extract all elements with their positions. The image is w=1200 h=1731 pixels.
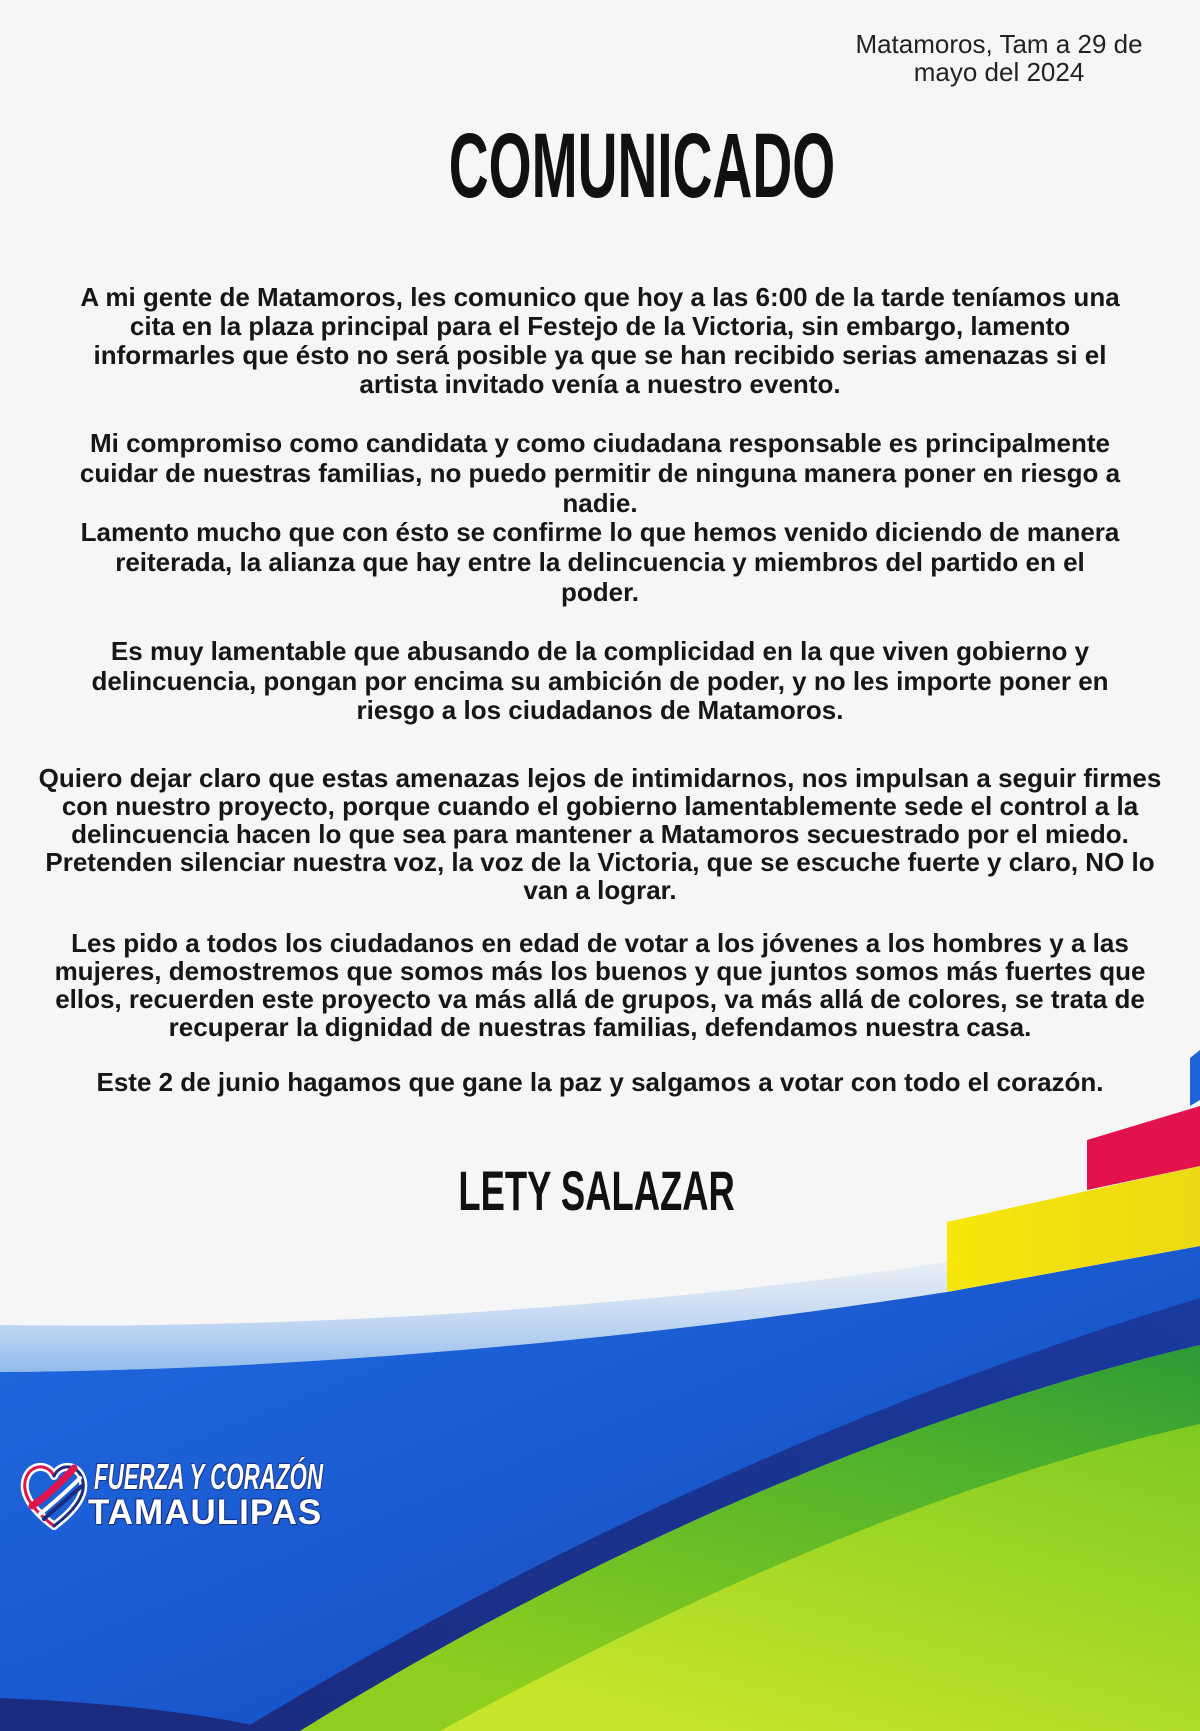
text-line: riesgo a los ciudadanos de Matamoros. bbox=[356, 695, 844, 725]
text-line: poder. bbox=[560, 576, 639, 607]
text-line: recuperar la dignidad de nuestras familias, defendamos nuestra casa. bbox=[168, 1012, 1032, 1042]
text-line: Les pido a todos los ciudadanos en edad de votar a los jóvenes a los hombres y a las bbox=[71, 928, 1129, 958]
text-line: nadie. bbox=[562, 487, 638, 518]
text-line: delincuencia hacen lo que sea para mantener a Matamoros secuestrado por el miedo. bbox=[71, 819, 1129, 849]
paragraph bbox=[0, 637, 1200, 726]
text-line: Quiero dejar claro que estas amenazas lejos de intimidarnos, nos impulsan a seguir firmes bbox=[38, 763, 1162, 793]
text-line: mujeres, demostremos que somos más los buenos y que juntos somos más fuertes que bbox=[54, 956, 1146, 986]
signature: LETY SALAZAR bbox=[458, 1159, 736, 1222]
text-line: informarles que ésto no será posible ya que se han recibido serias amenazas si el bbox=[93, 340, 1107, 370]
text-line: A mi gente de Matamoros, les comunico que hoy a las 6:00 de la tarde teníamos una bbox=[80, 282, 1120, 312]
text-line: Lamento mucho que con ésto se confirme lo que hemos venido diciendo de manera bbox=[80, 517, 1120, 547]
title-container bbox=[242, 115, 1042, 217]
text-line: Es muy lamentable que abusando de la complicidad en la que viven gobierno y bbox=[110, 636, 1090, 666]
text-line: ellos, recuerden este proyecto va más allá de grupos, va más allá de colores, se trata de bbox=[55, 984, 1145, 1014]
paragraph bbox=[0, 283, 1200, 399]
signature-container bbox=[297, 1159, 897, 1222]
campaign-logo bbox=[0, 1450, 360, 1550]
page-title: COMUNICADO bbox=[448, 115, 836, 217]
date-line: Matamoros, Tam a 29 de bbox=[855, 29, 1143, 59]
text-line: artista invitado venía a nuestro evento. bbox=[359, 369, 841, 399]
paragraph bbox=[0, 429, 1200, 518]
text-line: Pretenden silenciar nuestra voz, la voz de la Victoria, que se escuche fuerte y claro, NO lo bbox=[45, 847, 1155, 877]
text-line: con nuestro proyecto, porque cuando el gobierno lamentablemente sede el control a la bbox=[61, 791, 1139, 821]
text-line: delincuencia, pongan por encima su ambición de poder, y no les importe poner en bbox=[91, 665, 1109, 696]
logo-text-fuerza-corazon: FUERZA Y CORAZÓN bbox=[94, 1456, 324, 1497]
text-line: reiterada, la alianza que hay entre la delincuencia y miembros del partido en el bbox=[115, 546, 1085, 577]
text-line: Mi compromiso como candidata y como ciudadana responsable es principalmente bbox=[89, 428, 1111, 458]
paragraph bbox=[0, 518, 1200, 607]
text-line: cuidar de nuestras familias, no puedo permitir de ninguna manera poner en riesgo a bbox=[79, 457, 1121, 488]
text-line: cita en la plaza principal para el Festejo de la Victoria, sin embargo, lamento bbox=[129, 311, 1071, 341]
date-location bbox=[799, 30, 1199, 86]
paragraph bbox=[0, 764, 1200, 904]
logo-text-tamaulipas: TAMAULIPAS bbox=[88, 1493, 323, 1532]
heart-icon bbox=[18, 1456, 90, 1532]
paragraph bbox=[0, 1068, 1200, 1097]
text-line: van a lograr. bbox=[523, 875, 677, 905]
paragraph bbox=[0, 929, 1200, 1041]
date-line: mayo del 2024 bbox=[913, 57, 1085, 87]
text-line: Este 2 de junio hagamos que gane la paz y salgamos a votar con todo el corazón. bbox=[96, 1067, 1104, 1097]
